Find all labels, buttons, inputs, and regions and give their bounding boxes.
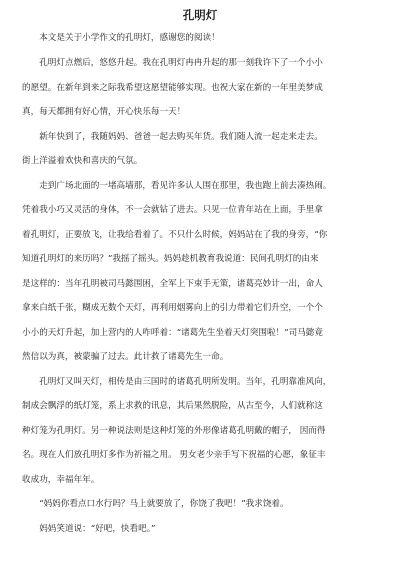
- paragraph: [22, 492, 378, 517]
- paragraph: [22, 517, 378, 542]
- text-line: 孔明灯又叫天灯，相传是由三国时的诸葛孔明所发明。当年，孔明靠准风向，: [39, 376, 332, 387]
- text-line: 街上洋溢着欢快和喜庆的气氛。: [22, 156, 143, 166]
- paragraph: [22, 370, 378, 493]
- text-line: 小小的天灯升起，加上营内的人咋呼着：“诸葛先生坐着天灯突围啦！”司马懿竟: [22, 327, 323, 338]
- paragraph: [22, 125, 378, 174]
- text-line: 真，每天都拥有好心情，开心快乐每一天！: [22, 107, 186, 117]
- text-line: “妈妈你看点口水行吗？马上就要放了，你饶了我吧！”我求饶着。: [39, 499, 289, 509]
- paragraph: [22, 174, 378, 370]
- text-line: 着孔明灯，正要放飞，让我给看着了。不只什么时候，妈妈站在了我的身旁，“你: [22, 229, 328, 240]
- text-line: 孔明灯点燃后，悠悠升起。我在孔明灯冉冉升起的那一刻我许下了一个小小: [39, 58, 323, 68]
- document-title: 孔明灯: [182, 8, 218, 22]
- text-line: 知道孔明灯的来历吗？”我摇了摇头。妈妈趁机教育我说道：民间孔明灯的由来: [22, 254, 319, 264]
- text-line: 种灯笼为孔明灯。另一种说法则是这种灯笼的外形像诸葛孔明戴的帽子， 因而得: [22, 425, 326, 436]
- text-line: 是这样的：当年孔明被司马懿围困，全军上下束手无策，诸葛亮妙计一出，命人: [22, 278, 323, 289]
- text-line: 收成功，幸福年年。: [22, 474, 100, 485]
- text-line: 的愿望。在新年到来之际我希望这愿望能够实现。也祝大家在新的一年里美梦成: [22, 82, 323, 93]
- intro-line: 本文是关于小学作文的孔明灯，感谢您的阅读！: [39, 33, 220, 43]
- text-line: 走到广场北面的一堵高墙那，看见许多认人围在那里，我也跑上前去凑热闹。: [39, 180, 332, 191]
- text-line: 新年快到了，我随妈妈、爸爸一起去购买年货。我们随人流一起走来走去。: [39, 131, 323, 142]
- article-body: [22, 51, 378, 541]
- text-line: 凭着我小巧又灵活的身体，不一会就钻了进去。只见一位青年站在上面，手里拿: [22, 205, 323, 215]
- text-line: 名。现在人们放孔明灯多作为祈福之用。 男女老少亲手写下祝福的心愿，象征丰: [22, 450, 326, 460]
- text-line: 然信以为真，被蒙骗了过去。此计救了诸葛先生一命。: [22, 352, 229, 362]
- text-line: 拿来白纸千张，糊成无数个天灯，再利用烟雾向上的引力带着它们升空，一个个: [22, 303, 323, 313]
- text-line: 妈妈笑道说：“好吧，快看吧。”: [39, 523, 156, 534]
- paragraph: [22, 51, 378, 125]
- text-line: 制成会飘浮的纸灯笼，系上求救的讯息，其后果然脱险，从古至今，人们就称这: [22, 401, 323, 411]
